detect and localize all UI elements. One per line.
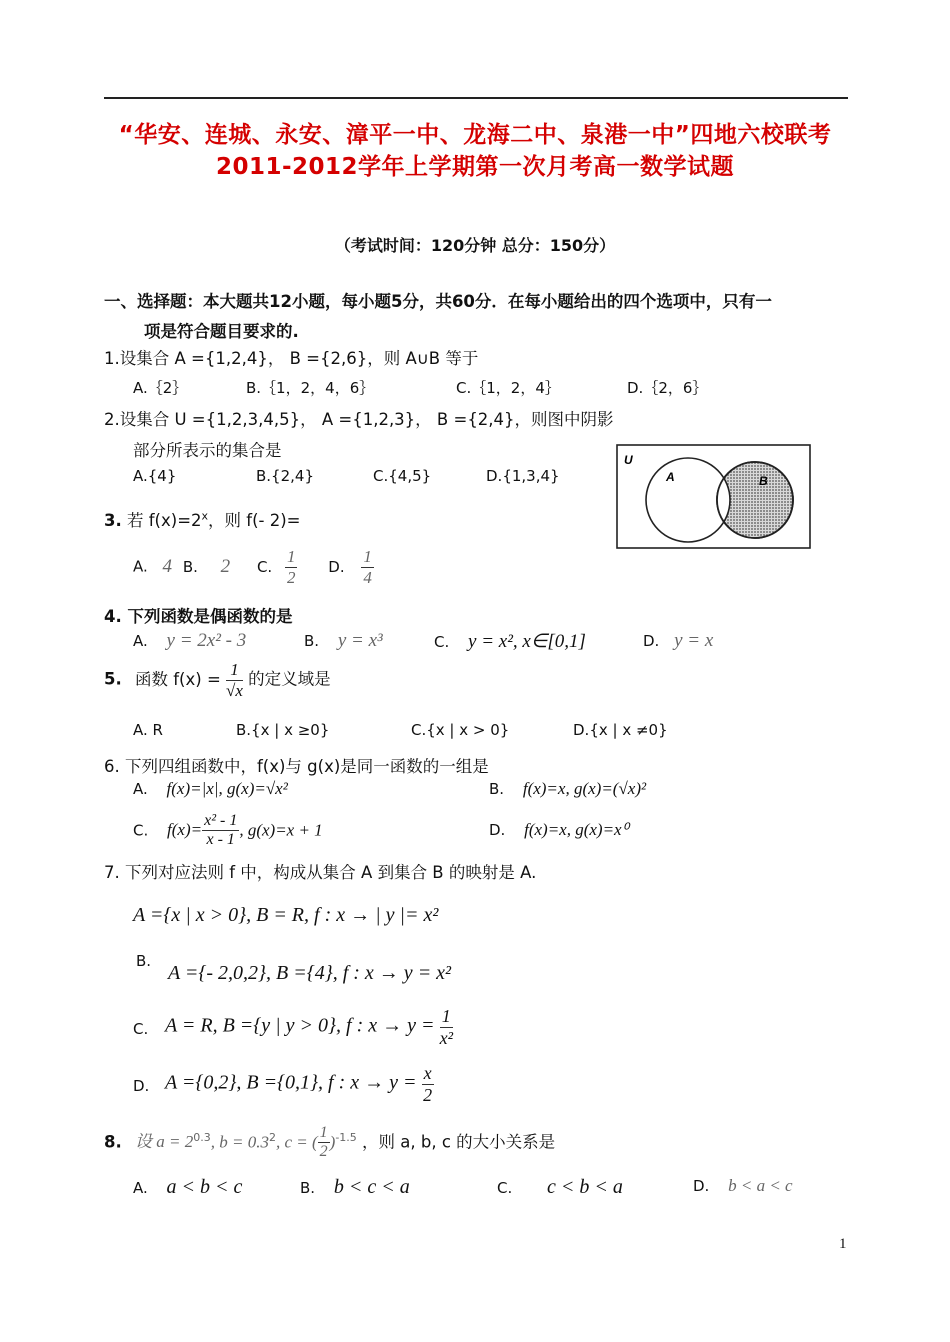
q5-option-c: C.{x | x > 0} xyxy=(411,721,510,739)
q2-option-a: A.{4} xyxy=(133,467,177,485)
q2-stem-line-2: 部分所表示的集合是 xyxy=(133,441,282,460)
q4-option-d: D. y = x xyxy=(643,630,714,651)
venn-diagram xyxy=(616,444,811,549)
q7-option-d: A ={0,2}, B ={0,1}, f : x → y = $\frac{x}{2}$ xyxy=(165,1063,433,1105)
page-number: 1 xyxy=(839,1236,847,1252)
q6-option-c: C. f(x)= $\frac{\text{x² - 1}}{x - 1}$ , g(x)=x + 1 xyxy=(133,812,323,849)
q7-option-c-label: C. xyxy=(133,1020,149,1038)
q2-stem: 2.设集合 U ={1,2,3,4,5}， A ={1,2,3}， B ={2,4}，则图中阴影 xyxy=(104,410,614,429)
q4-stem: 4. 下列函数是偶函数的是 xyxy=(104,607,293,626)
title-line-1: “华安、连城、永安、漳平一中、龙海二中、泉港一中”四地六校联考 xyxy=(118,122,832,148)
q1-stem: 1.设集合 A ={1,2,4}， B ={2,6}，则 A∪B 等于 xyxy=(104,349,479,368)
q8-option-a: A. a < b < c xyxy=(133,1176,243,1198)
q5-option-b: B.{x | x ≥0} xyxy=(236,721,330,739)
q3-option-b-label: B. xyxy=(182,557,198,576)
q3-number: 3. xyxy=(104,511,122,530)
q2-option-c: C.{4,5} xyxy=(373,467,432,485)
q1-option-b: B.｛1，2，4，6｝ xyxy=(246,379,375,397)
title-line-2: 2011-2012学年上学期第一次月考高一数学试题 xyxy=(215,154,735,180)
q7-option-d-label: D. xyxy=(133,1077,150,1095)
q3-text-tail: ，则 f(- 2)= xyxy=(208,511,301,530)
q2-option-d: D.{1,3,4} xyxy=(486,467,560,485)
q4-option-b: B. y = x³ xyxy=(304,630,383,651)
q5-option-a: A. R xyxy=(133,721,163,739)
q3-option-d-label: D. xyxy=(328,557,345,576)
q3-options xyxy=(133,547,374,587)
q5-fraction: $\frac{1}{√x}$ xyxy=(226,660,243,700)
q5-option-d: D.{x | x ≠0} xyxy=(573,721,668,739)
q1-option-d: D.｛2，6｝ xyxy=(627,379,708,397)
q3-option-d-fraction: $\frac{1}{4}$ xyxy=(363,547,372,587)
q7-option-c: A = R, B ={y | y > 0}, f : x → y = $\frac{1}{\text{x²}}$ xyxy=(165,1006,453,1048)
section-heading-line-1: 一、选择题：本大题共12小题，每小题5分，共60分．在每小题给出的四个选项中，只有一 xyxy=(104,292,772,311)
q3-stem xyxy=(104,507,301,531)
q5-stem: 5. 函数 f(x) = $\frac{1}{√x}$ 的定义域是 xyxy=(104,660,331,700)
q3-option-a-label: A. xyxy=(133,557,148,576)
venn-label-b: B xyxy=(759,474,768,488)
q8-stem: 8. 设 $a = 2^{0.3}$, $b = 0.3^2$, c = ( $\frac{1}{2}$ )$^{-1.5}$ ，则 a, b, c 的大小关系是 xyxy=(104,1124,556,1161)
q7-option-b: A ={- 2,0,2}, B ={4}, f : x → y = x² xyxy=(168,962,452,984)
q3-option-a-value: 4 xyxy=(162,555,173,577)
q1-option-a: A.｛2｝ xyxy=(133,379,188,397)
q8-option-d: D. b < a < c xyxy=(693,1176,793,1195)
q6-option-b: B. f(x)=x, g(x)=(√x)² xyxy=(489,779,647,798)
q6-stem: 6. 下列四组函数中，f(x)与 g(x)是同一函数的一组是 xyxy=(104,757,489,776)
venn-label-u: U xyxy=(624,453,633,467)
exam-info: （考试时间：120分钟 总分：150分） xyxy=(334,236,616,255)
top-rule xyxy=(104,97,848,99)
q3-option-b-value: 2 xyxy=(220,555,231,577)
q7-stem: 7. 下列对应法则 f 中，构成从集合 A 到集合 B 的映射是 A. xyxy=(104,863,537,882)
q8-option-b: B. b < c < a xyxy=(300,1176,410,1198)
q8-option-c: C. c < b < a xyxy=(497,1176,623,1198)
q1-option-c: C.｛1，2，4｝ xyxy=(456,379,560,397)
q3-text: 若 f(x)=2 xyxy=(127,511,202,530)
q3-option-c-fraction: $\frac{1}{2}$ xyxy=(286,547,296,587)
q2-option-b: B.{2,4} xyxy=(256,467,315,485)
q3-exponent: x xyxy=(201,509,209,523)
section-heading-line-2: 项是符合题目要求的. xyxy=(144,322,299,341)
q6-option-d: D. f(x)=x, g(x)=x⁰ xyxy=(489,820,629,839)
q7-option-b-label: B. xyxy=(136,952,152,970)
q7-option-a: A ={x | x > 0}, B = R, f : x → | y |= x² xyxy=(133,904,439,926)
venn-label-a: A xyxy=(666,470,675,484)
q4-option-c: C. y = x², x∈[0,1] xyxy=(434,631,586,652)
q6-option-a: A. f(x)=|x|, g(x)=√x² xyxy=(133,779,288,798)
q4-option-a: A. y = 2x² - 3 xyxy=(133,630,247,651)
q3-option-c-label: C. xyxy=(256,557,273,576)
